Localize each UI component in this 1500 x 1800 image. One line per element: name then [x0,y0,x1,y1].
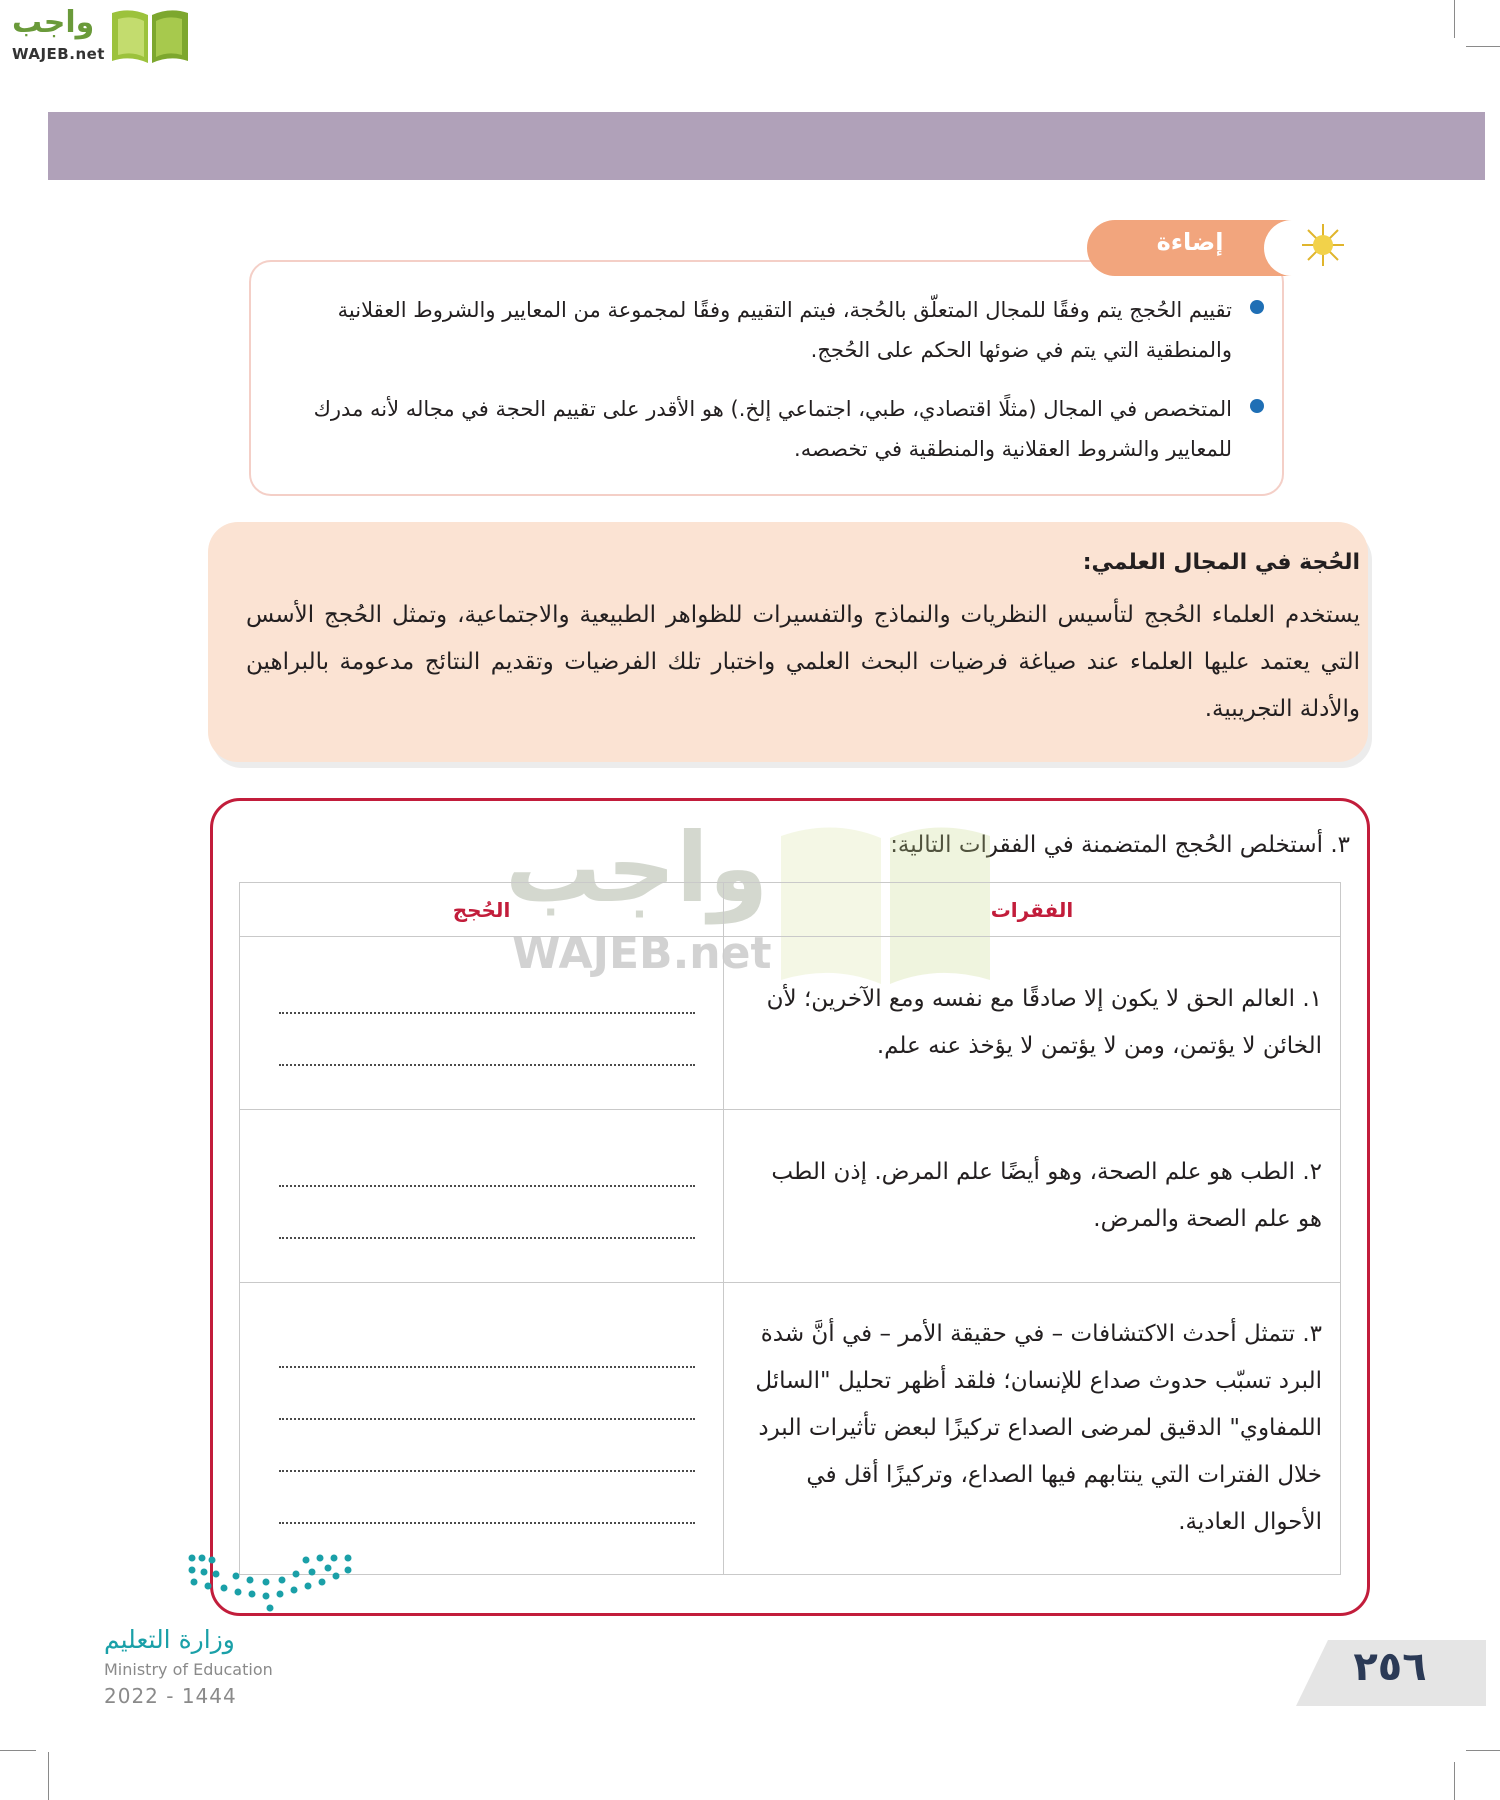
exercise-table [239,882,1341,1575]
crop-mark [1466,1750,1500,1751]
crop-mark [1454,1762,1455,1800]
science-text: يستخدم العلماء الحُجج لتأسيس النظريات والنماذج والتفسيرات للظواهر الطبيعية والاجتماعية، وتمثل الحُجج الأسس التي يعتمد عليها العلماء عند صياغة فرضيات البحث العلمي واختبار تلك الفرضيات وتقديم النتائج مدعومة بالبراهين والأدلة التجريبية. [246,602,1360,722]
exercise-title: ٣. أستخلص الحُجج المتضمنة في الفقرات التالية: [890,832,1350,858]
paragraph-cell: ١. العالم الحق لا يكون إلا صادقًا مع نفسه ومع الآخرين؛ لأن الخائن لا يؤتمن، ومن لا يؤتمن لا يؤخذ عنه علم. [723,937,1340,1110]
crop-mark [48,1752,49,1800]
page-number: ٢٥٦ [1353,1644,1427,1690]
logo-domain: WAJEB.net [12,45,105,63]
answer-line[interactable] [279,1472,695,1524]
table-row [240,1110,1341,1283]
table-row [240,1283,1341,1575]
header-band [48,112,1485,180]
paragraph-cell: ٢. الطب هو علم الصحة، وهو أيضًا علم المرض. إذن الطب هو علم الصحة والمرض. [723,1110,1340,1283]
ministry-name-en: Ministry of Education [104,1660,273,1679]
logo-word: واجب [12,5,95,40]
paragraph-cell: ٣. تتمثل أحدث الاكتشافات – في حقيقة الأمر – في أنَّ شدة البرد تسبّب حدوث صداع للإنسان؛ فلقد أظهر تحليل "السائل اللمفاوي" الدقيق لمرضى الصداع تركيزًا لبعض تأثيرات البرد خلال الفترات التي ينتابهم فيها الصداع، وتركيزًا أقل في الأحوال العادية. [723,1283,1340,1575]
table-row [240,937,1341,1110]
idaa-item: تقييم الحُجج يتم وفقًا للمجال المتعلّق بالحُجة، فيتم التقييم وفقًا لمجموعة من المعايير والشروط العقلانية والمنطقية التي يتم في ضوئها الحكم على الحُجج. [337,298,1232,362]
watermark-word: واجب [505,812,769,924]
answer-cell[interactable] [240,937,724,1110]
table-header-row [240,883,1341,937]
book-icon [108,7,192,65]
idaa-item: المتخصص في المجال (مثلًا اقتصادي، طبي، اجتماعي إلخ.) هو الأقدر على تقييم الحجة في مجاله لأنه مدرك للمعايير والشروط العقلانية والمنطقية في تخصصه. [313,397,1232,461]
answer-line[interactable] [279,1368,695,1420]
science-heading: الحُجة في المجال العلمي: [1082,550,1360,575]
header-paragraphs: الفقرات [723,883,1340,937]
crop-mark [1454,0,1455,38]
answer-cell[interactable] [240,1283,724,1575]
idaa-title: إضاءة [1156,228,1224,256]
answer-line[interactable] [279,962,695,1014]
answer-line[interactable] [279,1014,695,1066]
wajeb-logo[interactable] [10,5,190,67]
ministry-year: 2022 - 1444 [104,1684,237,1708]
answer-line[interactable] [279,1420,695,1472]
crop-mark [1466,46,1500,47]
answer-cell[interactable] [240,1110,724,1283]
crop-mark [0,1750,36,1751]
ministry-name-ar: وزارة التعليم [104,1625,235,1654]
watermark-domain: WAJEB.net [512,928,772,979]
answer-line[interactable] [279,1316,695,1368]
header-arguments: الحُجج [240,883,724,937]
answer-line[interactable] [279,1135,695,1187]
sun-icon [1300,222,1346,268]
ministry-logo-icon [186,1552,356,1614]
answer-line[interactable] [279,1187,695,1239]
